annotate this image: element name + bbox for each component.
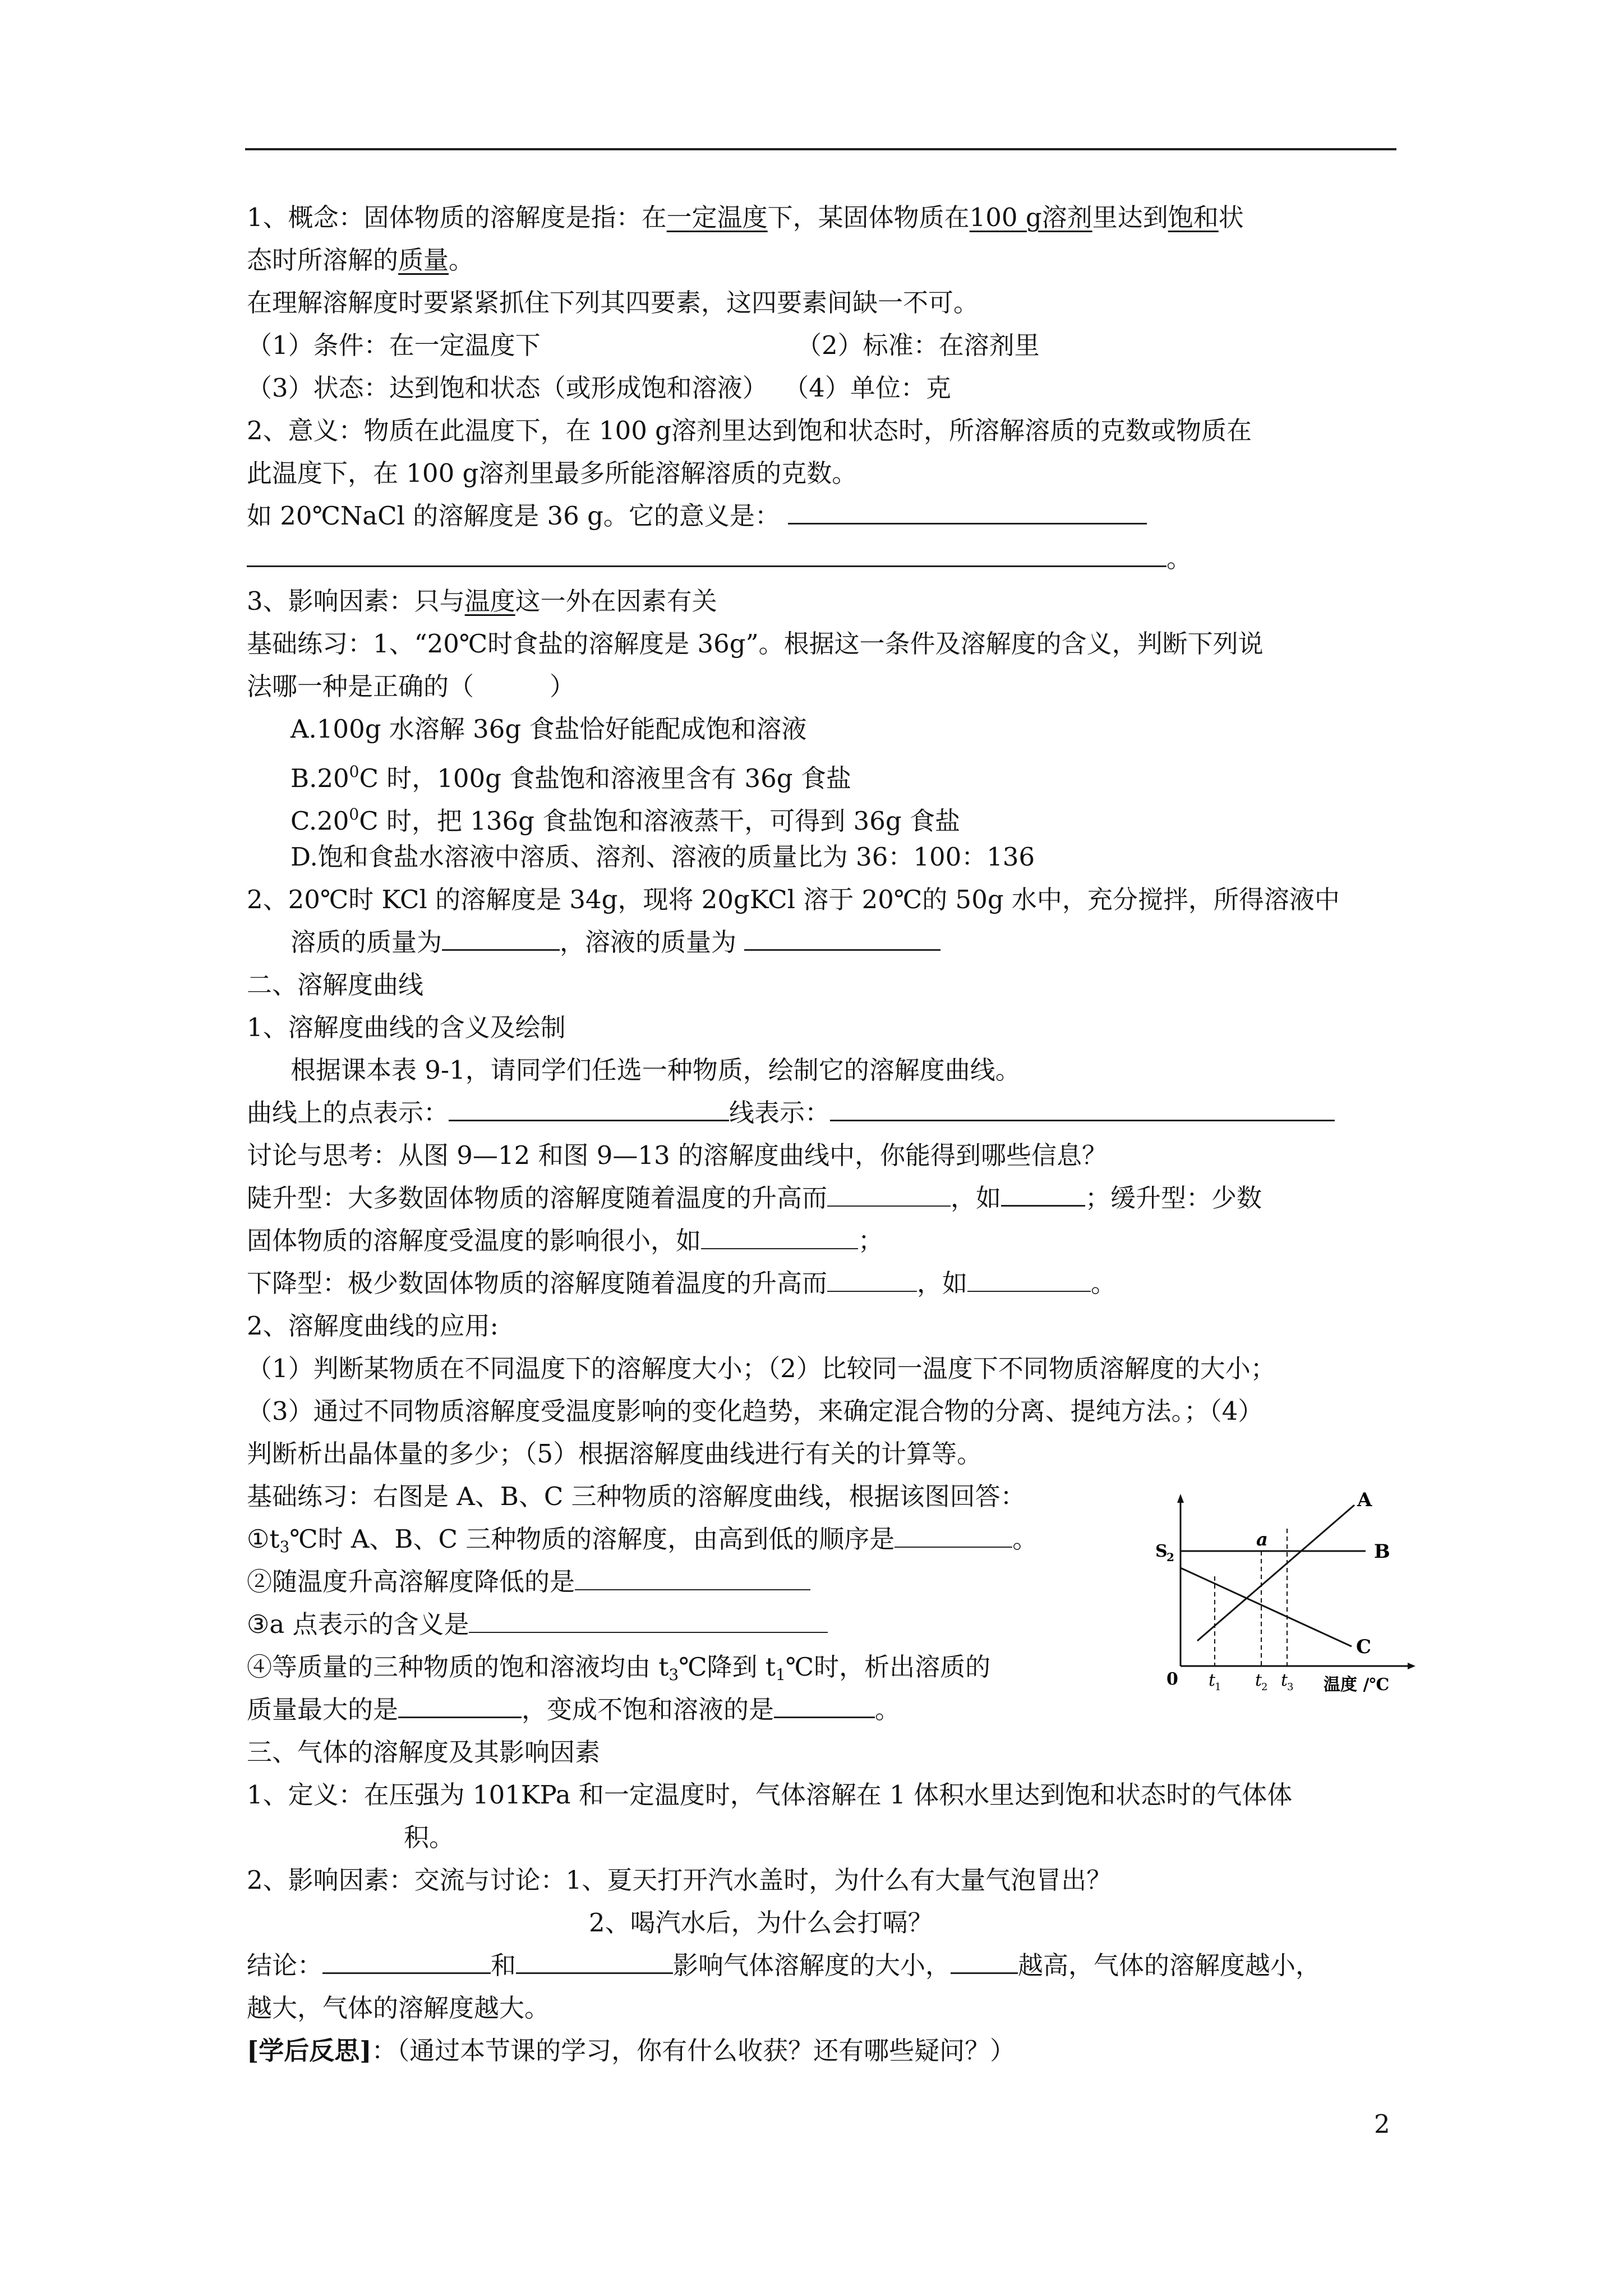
text: ，如 — [951, 1183, 1002, 1213]
answer-blank[interactable] — [967, 1268, 1091, 1292]
text-line: 判断析出晶体量的多少；（5）根据溶解度曲线进行有关的计算等。 — [247, 1439, 983, 1469]
text: （2）标准：在溶剂里 — [796, 330, 1040, 360]
text: 固体物质的溶解度受温度的影响很小，如 — [247, 1226, 702, 1255]
text: ②随温度升高溶解度降低的是 — [247, 1567, 575, 1596]
subscript: 1 — [775, 1665, 786, 1684]
underlined-term: 质量 — [398, 245, 449, 275]
text-line — [247, 239, 1396, 282]
text: C 时，100g 食盐饱和溶液里含有 36g 食盐 — [359, 763, 851, 793]
text-line — [247, 1177, 1396, 1220]
underlined-term: 100 g溶剂 — [969, 203, 1092, 232]
text: 影响气体溶解度的大小， — [673, 1950, 951, 1980]
text-line: 2、影响因素：交流与讨论：1、夏天打开汽水盖时，为什么有大量气泡冒出？ — [247, 1865, 1112, 1895]
answer-blank[interactable] — [701, 1226, 858, 1249]
underlined-term: 一定温度 — [666, 203, 768, 232]
text-line: （1）判断某物质在不同温度下的溶解度大小；（2）比较同一温度下不同物质溶解度的大小； — [247, 1354, 1276, 1383]
label-t2: t — [1255, 1671, 1262, 1690]
text-line: 此温度下，在 100 g溶剂里最多所能溶解溶质的克数。 — [247, 458, 857, 488]
label-t1-subscript: 1 — [1215, 1681, 1221, 1693]
text: 如 20℃NaCl 的溶解度是 36 g。它的意义是： — [247, 501, 780, 531]
answer-blank[interactable] — [827, 1268, 917, 1292]
solubility-curve-svg — [1144, 1489, 1424, 1697]
answer-blank[interactable] — [516, 1950, 673, 1974]
text: ：（通过本节课的学习，你有什么收获？还有哪些疑问？） — [371, 2036, 1016, 2065]
subscript: 3 — [279, 1538, 290, 1556]
text: （1）条件：在一定温度下 — [247, 330, 541, 360]
option-c — [247, 793, 1396, 836]
text-line — [247, 196, 1396, 239]
text: 。 — [1012, 1524, 1038, 1554]
section-heading: 二、溶解度曲线 — [247, 970, 424, 1000]
text: ；缓升型：少数 — [1085, 1183, 1262, 1213]
label-c-curve: C — [1356, 1636, 1372, 1658]
answer-blank[interactable] — [788, 500, 1147, 524]
text-line: 法哪一种是正确的（ ） — [247, 671, 575, 701]
answer-blank[interactable] — [449, 1097, 729, 1121]
option-b — [247, 751, 1396, 793]
y-axis-arrow-icon — [1177, 1494, 1184, 1503]
answer-blank[interactable] — [1001, 1182, 1085, 1207]
label-b-curve: B — [1374, 1540, 1390, 1563]
text: 溶质的质量为 — [291, 927, 442, 957]
text-line: 2、喝汽水后，为什么会打嗝？ — [589, 1908, 933, 1938]
option-d: D.饱和食盐水溶液中溶质、溶剂、溶液的质量比为 36：100：136 — [291, 842, 1035, 872]
x-axis-label: 温度 /℃ — [1324, 1675, 1390, 1695]
text-line — [247, 1262, 1396, 1305]
text: B.20 — [291, 763, 349, 793]
answer-blank[interactable] — [830, 1097, 1335, 1121]
text-line: 根据课本表 9-1，请同学们任选一种物质，绘制它的溶解度曲线。 — [291, 1055, 1021, 1085]
text-line — [247, 1944, 1396, 1987]
text: 里达到 — [1092, 203, 1168, 232]
label-a-curve: A — [1357, 1489, 1372, 1511]
text: ①t — [247, 1524, 280, 1554]
section-heading: 三、气体的溶解度及其影响因素 — [247, 1737, 601, 1767]
superscript: 0 — [349, 762, 359, 781]
text-line: 基础练习：右图是 A、B、C 三种物质的溶解度曲线，根据该图回答： — [247, 1481, 1026, 1511]
text: 这一外在因素有关 — [515, 586, 717, 616]
answer-blank[interactable] — [322, 1950, 491, 1974]
label-t3-subscript: 3 — [1287, 1681, 1294, 1693]
text-line: 2、20℃时 KCl 的溶解度是 34g，现将 20gKCl 溶于 20℃的 50g 水中，充分搅拌，所得溶液中 — [247, 885, 1340, 914]
text: C.20 — [291, 806, 349, 836]
text: ℃时，析出溶质的 — [785, 1652, 991, 1682]
answer-blank[interactable] — [469, 1609, 828, 1633]
text: ，变成不饱和溶液的是 — [522, 1695, 774, 1724]
label-t2-subscript: 2 — [1261, 1681, 1268, 1693]
text-line — [247, 367, 1396, 409]
answer-blank[interactable] — [442, 927, 560, 951]
subscript: 3 — [668, 1665, 679, 1684]
text-line: 越大，气体的溶解度越大。 — [247, 1993, 550, 2023]
text: 陡升型：大多数固体物质的溶解度随着温度的升高而 — [247, 1183, 828, 1213]
text-line — [247, 537, 1396, 580]
answer-blank[interactable] — [827, 1183, 951, 1207]
text-line — [247, 495, 1396, 537]
answer-blank[interactable] — [247, 543, 1166, 567]
text-line — [247, 324, 1396, 367]
text: 和 — [491, 1950, 517, 1980]
text: 结论： — [247, 1950, 323, 1980]
answer-blank[interactable] — [774, 1694, 875, 1718]
text: ③a 点表示的含义是 — [247, 1609, 469, 1639]
superscript: 0 — [349, 805, 359, 823]
underlined-term: 饱和 — [1168, 203, 1219, 232]
label-t1: t — [1209, 1671, 1216, 1690]
text: 状 — [1218, 203, 1244, 232]
text-line: 在理解溶解度时要紧紧抓住下列其四要素，这四要素间缺一不可。 — [247, 288, 979, 318]
label-origin: 0 — [1166, 1669, 1178, 1689]
text: 下，某固体物质在 — [767, 203, 970, 232]
text: 态时所溶解的 — [247, 245, 399, 275]
x-axis-arrow-icon — [1408, 1663, 1415, 1669]
text-line: 2、意义：物质在此温度下，在 100 g溶剂里达到饱和状态时，所溶解溶质的克数或物质在 — [247, 416, 1252, 445]
text: ； — [858, 1226, 884, 1255]
curve-a — [1197, 1505, 1354, 1641]
document-body — [247, 196, 1396, 2072]
text: 1、概念：固体物质的溶解度是指：在 — [247, 203, 667, 232]
text: ℃时 A、B、C 三种物质的溶解度，由高到低的顺序是 — [289, 1524, 895, 1554]
text: ，溶液的质量为 — [560, 927, 737, 957]
text: 。 — [875, 1695, 901, 1724]
text-line: 基础练习：1、“20℃时食盐的溶解度是 36g”。根据这一条件及溶解度的含义，判断下列说 — [247, 629, 1264, 659]
answer-blank[interactable] — [744, 927, 940, 951]
reflection-heading: [学后反思] — [247, 2036, 372, 2065]
text: 。 — [449, 245, 474, 275]
text-line — [247, 1092, 1396, 1134]
text-line: 1、溶解度曲线的含义及绘制 — [247, 1013, 566, 1042]
header-rule — [245, 148, 1396, 150]
text: 。 — [1091, 1268, 1117, 1298]
page-number: 2 — [1374, 2109, 1390, 2139]
answer-blank[interactable] — [575, 1567, 810, 1590]
text: ℃降到 t — [679, 1652, 776, 1682]
text: ，如 — [917, 1268, 968, 1298]
text: 线表示： — [729, 1098, 831, 1128]
text: 。 — [1166, 544, 1192, 573]
text-line: （3）通过不同物质溶解度受温度影响的变化趋势，来确定混合物的分离、提纯方法。；（4） — [247, 1396, 1264, 1426]
text: 3、影响因素：只与 — [247, 586, 465, 616]
label-s: S — [1155, 1542, 1168, 1561]
text: （3）状态：达到饱和状态（或形成饱和溶液） — [247, 373, 768, 403]
text-line — [247, 580, 1396, 623]
text-line: 2、溶解度曲线的应用: — [247, 1311, 499, 1341]
text: 质量最大的是 — [247, 1695, 399, 1724]
text-line: 积。 — [404, 1823, 455, 1852]
text-line — [247, 921, 1396, 964]
answer-blank[interactable] — [951, 1950, 1018, 1974]
text-line: 讨论与思考：从图 9—12 和图 9—13 的溶解度曲线中，你能得到哪些信息？ — [247, 1140, 1108, 1170]
option-a: A.100g 水溶解 36g 食盐恰好能配成饱和溶液 — [291, 714, 807, 744]
answer-blank[interactable] — [895, 1524, 1012, 1548]
text: 越高，气体的溶解度越小， — [1018, 1950, 1321, 1980]
text: （4）单位：克 — [783, 373, 951, 403]
text: 曲线上的点表示： — [247, 1098, 449, 1128]
underlined-term: 温度 — [464, 586, 515, 616]
text-line — [247, 1220, 1396, 1262]
label-point-a: a — [1256, 1529, 1268, 1550]
text-line: 1、定义：在压强为 101KPa 和一定温度时，气体溶解在 1 体积水里达到饱和状态时的气体体 — [247, 1780, 1293, 1810]
label-t3: t — [1281, 1671, 1288, 1690]
text: C 时，把 136g 食盐饱和溶液蒸干，可得到 36g 食盐 — [359, 806, 960, 836]
text-line — [247, 2030, 1396, 2072]
solubility-curve-figure — [1144, 1489, 1424, 1697]
curve-c — [1181, 1568, 1352, 1646]
text: ④等质量的三种物质的饱和溶液均由 t — [247, 1652, 669, 1682]
answer-blank[interactable] — [398, 1694, 522, 1718]
text: 下降型：极少数固体物质的溶解度随着温度的升高而 — [247, 1268, 828, 1298]
label-s-subscript: 2 — [1166, 1550, 1174, 1564]
